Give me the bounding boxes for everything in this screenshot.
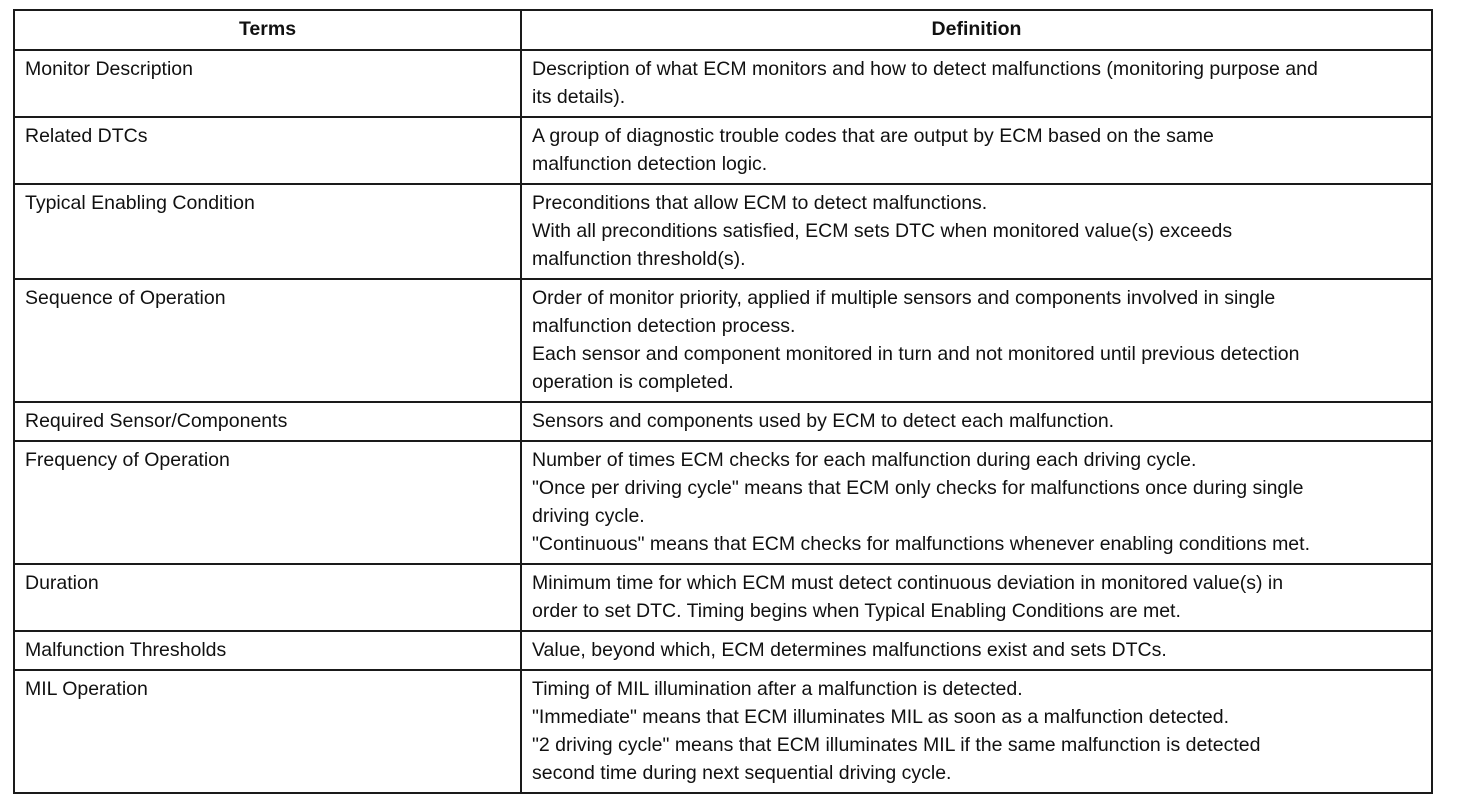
definition-line: "Immediate" means that ECM illuminates MIL as soon as a malfunction detected.: [532, 706, 1230, 728]
definition-line: driving cycle.: [532, 505, 645, 527]
header-row: [14, 10, 1432, 50]
terms-definition-table: [13, 9, 1433, 794]
term-cell: Monitor Description: [14, 50, 521, 117]
definition-line: malfunction detection process.: [532, 315, 796, 337]
definition-cell: [521, 564, 1432, 631]
table-row: [14, 631, 1432, 670]
definition-line: order to set DTC. Timing begins when Typical Enabling Conditions are met.: [532, 600, 1181, 622]
definition-cell: [521, 117, 1432, 184]
definition-line: second time during next sequential driving cycle.: [532, 762, 952, 784]
definition-cell: [521, 184, 1432, 279]
table-body: [14, 50, 1432, 793]
table-row: [14, 441, 1432, 564]
table-row: [14, 279, 1432, 402]
term-cell: MIL Operation: [14, 670, 521, 793]
definition-line: Number of times ECM checks for each malfunction during each driving cycle.: [532, 449, 1197, 471]
definition-line: Preconditions that allow ECM to detect malfunctions.: [532, 192, 988, 214]
header-terms: Terms: [14, 10, 521, 50]
table-row: [14, 564, 1432, 631]
definition-cell: [521, 402, 1432, 441]
definition-line: malfunction threshold(s).: [532, 248, 746, 270]
definition-line: "Once per driving cycle" means that ECM only checks for malfunctions once during single: [532, 477, 1304, 499]
table-row: [14, 50, 1432, 117]
definition-line: With all preconditions satisfied, ECM sets DTC when monitored value(s) exceeds: [532, 220, 1233, 242]
term-cell: Frequency of Operation: [14, 441, 521, 564]
term-cell: Sequence of Operation: [14, 279, 521, 402]
definition-line: malfunction detection logic.: [532, 153, 768, 175]
definition-line: its details).: [532, 86, 626, 108]
definition-cell: [521, 670, 1432, 793]
table-row: [14, 117, 1432, 184]
term-cell: Required Sensor/Components: [14, 402, 521, 441]
definition-line: Sensors and components used by ECM to detect each malfunction.: [532, 410, 1115, 432]
table-row: [14, 670, 1432, 793]
definition-line: Value, beyond which, ECM determines malfunctions exist and sets DTCs.: [532, 639, 1167, 661]
header-definition: Definition: [521, 10, 1432, 50]
definition-line: A group of diagnostic trouble codes that are output by ECM based on the same: [532, 125, 1214, 147]
definition-line: "2 driving cycle" means that ECM illuminates MIL if the same malfunction is detected: [532, 734, 1261, 756]
definition-line: Minimum time for which ECM must detect continuous deviation in monitored value(s) in: [532, 572, 1284, 594]
table-row: [14, 184, 1432, 279]
table-header: [14, 10, 1432, 50]
definition-cell: [521, 50, 1432, 117]
term-cell: Malfunction Thresholds: [14, 631, 521, 670]
term-cell: Related DTCs: [14, 117, 521, 184]
term-cell: Duration: [14, 564, 521, 631]
table-row: [14, 402, 1432, 441]
definition-line: Order of monitor priority, applied if multiple sensors and components involved in single: [532, 287, 1276, 309]
definition-cell: [521, 441, 1432, 564]
definition-line: operation is completed.: [532, 371, 734, 393]
definition-cell: [521, 631, 1432, 670]
definition-line: "Continuous" means that ECM checks for malfunctions whenever enabling conditions met.: [532, 533, 1310, 555]
definition-line: Each sensor and component monitored in turn and not monitored until previous detection: [532, 343, 1300, 365]
definition-cell: [521, 279, 1432, 402]
term-cell: Typical Enabling Condition: [14, 184, 521, 279]
definition-line: Description of what ECM monitors and how to detect malfunctions (monitoring purpose and: [532, 58, 1318, 80]
definition-line: Timing of MIL illumination after a malfunction is detected.: [532, 678, 1023, 700]
